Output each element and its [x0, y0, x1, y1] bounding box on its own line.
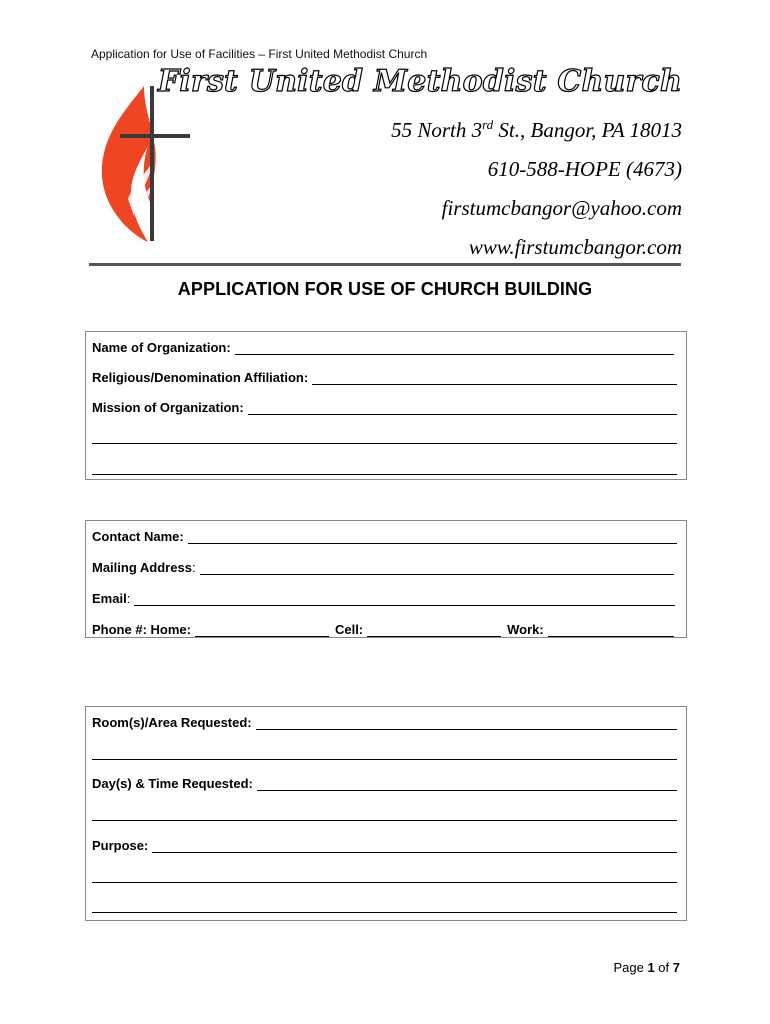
mailing-address-label: Mailing Address: [92, 560, 196, 575]
email-field[interactable] [134, 591, 675, 606]
contact-section [85, 520, 687, 638]
page-number: Page 1 of 7 [613, 960, 680, 975]
contact-name-row [92, 524, 677, 544]
phone-home-field[interactable] [195, 622, 329, 637]
purpose-field-line-2[interactable] [92, 868, 677, 883]
phone-cell-label: Cell: [334, 622, 364, 637]
purpose-row-3 [92, 893, 677, 913]
days-row [92, 771, 677, 791]
rooms-label: Room(s)/Area Requested: [92, 715, 252, 730]
mission-field-line-2[interactable] [92, 429, 677, 444]
cross-and-flame-logo [92, 84, 192, 244]
mission-row-3 [92, 455, 677, 475]
mission-field-line-3[interactable] [92, 460, 677, 475]
phone-work-label: Work: [507, 622, 544, 637]
mission-label: Mission of Organization: [92, 400, 244, 415]
request-section [85, 706, 687, 921]
church-website: www.firstumcbangor.com [468, 235, 682, 259]
rooms-field-line-2[interactable] [92, 745, 677, 760]
days-time-label: Day(s) & Time Requested: [92, 776, 253, 791]
rooms-row-2 [92, 740, 677, 760]
phone-cell-field[interactable] [367, 622, 501, 637]
mission-field[interactable] [248, 400, 677, 415]
contact-name-field[interactable] [188, 529, 677, 544]
purpose-row [92, 833, 677, 853]
purpose-field-line-3[interactable] [92, 898, 677, 913]
org-name-label: Name of Organization: [92, 340, 231, 355]
org-name-field[interactable] [235, 340, 674, 355]
organization-section [85, 331, 687, 480]
phone-row [92, 617, 674, 637]
phone-work-field[interactable] [548, 622, 674, 637]
affiliation-field[interactable] [312, 370, 677, 385]
purpose-label: Purpose: [92, 838, 149, 853]
purpose-row-2 [92, 863, 677, 883]
header-divider [89, 263, 681, 266]
phone-home-label: Phone #: Home: [92, 622, 191, 637]
running-header: Application for Use of Facilities – First United Methodist Church [91, 47, 428, 61]
email-label: Email: [92, 591, 131, 606]
church-address: 55 North 3rd St., Bangor, PA 18013 [391, 117, 682, 142]
church-name: First United Methodist Church [157, 64, 682, 99]
purpose-field[interactable] [152, 838, 677, 853]
church-email: firstumcbangor@yahoo.com [441, 196, 682, 220]
org-name-row [92, 335, 674, 355]
mission-row-2 [92, 424, 677, 444]
contact-name-label: Contact Name: [92, 529, 184, 544]
affiliation-row [92, 365, 677, 385]
rooms-field[interactable] [256, 715, 677, 730]
email-row [92, 586, 675, 606]
form-title: APPLICATION FOR USE OF CHURCH BUILDING [177, 279, 593, 299]
mailing-address-row [92, 555, 674, 575]
days-row-2 [92, 801, 677, 821]
mission-row [92, 395, 677, 415]
rooms-row [92, 710, 677, 730]
church-phone: 610-588-HOPE (4673) [487, 157, 682, 181]
days-time-field[interactable] [257, 776, 677, 791]
mailing-address-field[interactable] [200, 560, 674, 575]
affiliation-label: Religious/Denomination Affiliation: [92, 370, 309, 385]
days-time-field-line-2[interactable] [92, 806, 677, 821]
